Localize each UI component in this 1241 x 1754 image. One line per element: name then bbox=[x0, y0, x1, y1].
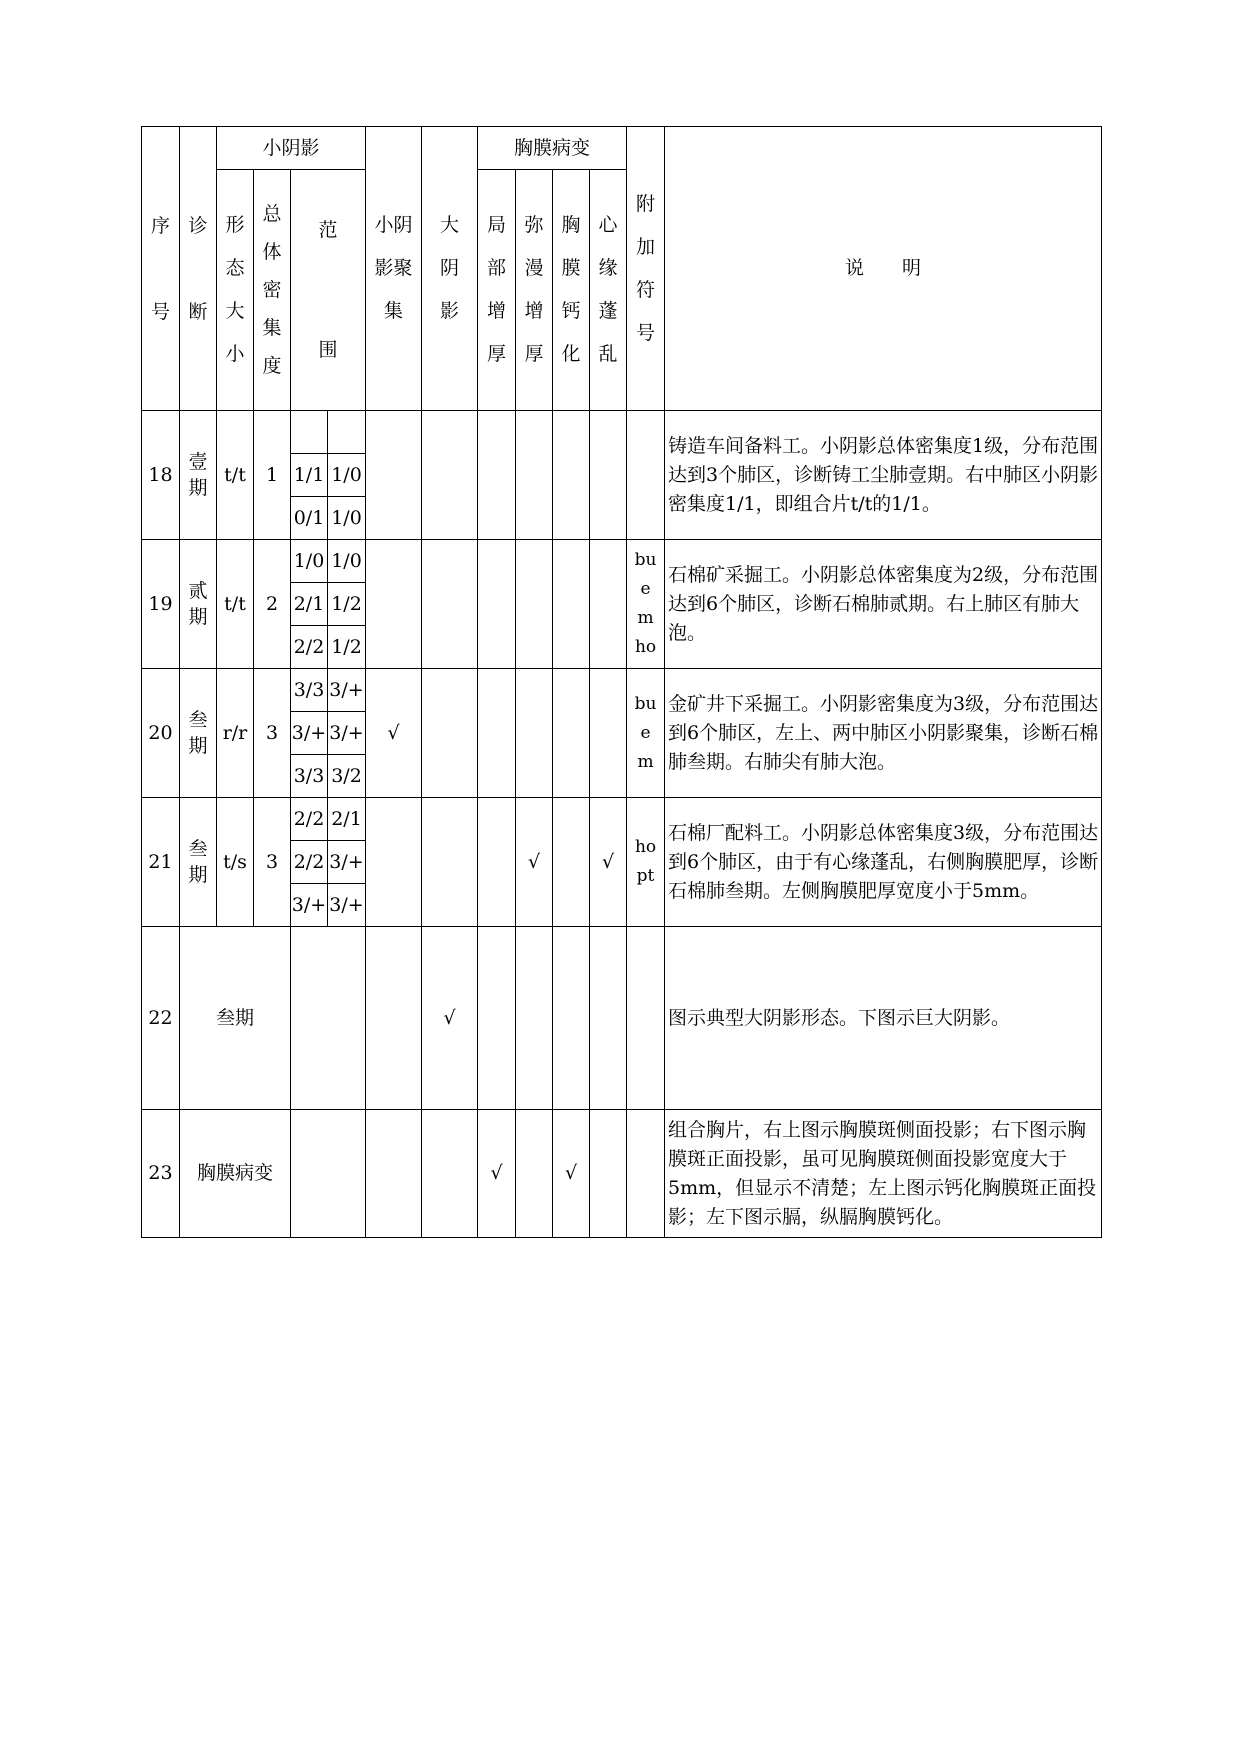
header-diffuse-thick bbox=[516, 170, 553, 411]
table-row bbox=[142, 1110, 1102, 1238]
cell-aggregation bbox=[366, 927, 422, 1110]
header-small-shadow: 小阴影 bbox=[217, 127, 366, 170]
cell-range: 1/0 bbox=[328, 454, 366, 497]
cell-calcification: √ bbox=[553, 1110, 590, 1238]
cell-diffuse-thick bbox=[516, 927, 553, 1110]
cell-symbols-text: bu em bbox=[634, 693, 657, 772]
header-calcification-text: 胸膜钙化 bbox=[561, 214, 581, 365]
cell-range: 2/2 bbox=[291, 841, 328, 884]
cell-density: 1 bbox=[254, 411, 291, 540]
cell-note: 铸造车间备料工。小阴影总体密集度1级，分布范围达到3个肺区，诊断铸工尘肺壹期。右中肺区小阴影密集度1/1，即组合片t/t的1/1。 bbox=[665, 411, 1102, 540]
cell-diffuse-thick bbox=[516, 540, 553, 669]
header-diffuse-thick-text: 弥漫增厚 bbox=[524, 214, 544, 365]
cell-range: 2/2 bbox=[291, 798, 328, 841]
header-local-thick-text: 局部增厚 bbox=[487, 214, 507, 365]
header-range-text: 范围 bbox=[318, 219, 338, 361]
cell-range: 1/2 bbox=[328, 626, 366, 669]
cell-range: 3/+ bbox=[328, 712, 366, 755]
cell-aggregation: √ bbox=[366, 669, 422, 798]
cell-large-shadow bbox=[422, 540, 478, 669]
header-shape-size-text: 形态大小 bbox=[225, 214, 245, 365]
cell-diag-text: 壹期 bbox=[188, 451, 208, 499]
cell-diag-text: 叁期 bbox=[188, 838, 208, 886]
cell-aggregation bbox=[366, 411, 422, 540]
cell-symbols bbox=[627, 798, 665, 927]
cell-local-thick bbox=[478, 798, 516, 927]
cell-note: 组合胸片，右上图示胸膜斑侧面投影；右下图示胸膜斑正面投影，虽可见胸膜斑侧面投影宽度大于5mm，但显示不清楚；左上图示钙化胸膜斑正面投影；左下图示膈，纵膈胸膜钙化。 bbox=[665, 1110, 1102, 1238]
header-diag bbox=[180, 127, 217, 411]
cell-range bbox=[291, 411, 328, 454]
cell-symbols bbox=[627, 669, 665, 798]
cell-range: 1/0 bbox=[328, 497, 366, 540]
cell-cardiac-shaggy bbox=[590, 411, 627, 540]
cell-range bbox=[291, 927, 366, 1110]
header-shape-size bbox=[217, 170, 254, 411]
cell-range: 1/2 bbox=[328, 583, 366, 626]
cell-diag: 胸膜病变 bbox=[180, 1110, 291, 1238]
cell-density: 3 bbox=[254, 669, 291, 798]
cell-range: 0/1 bbox=[291, 497, 328, 540]
cell-aggregation bbox=[366, 540, 422, 669]
cell-calcification bbox=[553, 411, 590, 540]
cell-seq: 22 bbox=[142, 927, 180, 1110]
cell-range: 1/0 bbox=[328, 540, 366, 583]
cell-shape: t/t bbox=[217, 540, 254, 669]
cell-diag bbox=[180, 798, 217, 927]
cell-local-thick bbox=[478, 669, 516, 798]
header-seq bbox=[142, 127, 180, 411]
table-row bbox=[142, 540, 1102, 583]
cell-range: 3/3 bbox=[291, 669, 328, 712]
header-cardiac-shaggy-text: 心缘蓬乱 bbox=[598, 214, 618, 365]
cell-shape: r/r bbox=[217, 669, 254, 798]
header-pleural: 胸膜病变 bbox=[478, 127, 627, 170]
cell-cardiac-shaggy: √ bbox=[590, 798, 627, 927]
cell-range: 3/2 bbox=[328, 755, 366, 798]
cell-diag-text: 叁期 bbox=[188, 709, 208, 757]
cell-note: 金矿井下采掘工。小阴影密集度为3级，分布范围达到6个肺区，左上、两中肺区小阴影聚集，诊断石棉肺叁期。右肺尖有肺大泡。 bbox=[665, 669, 1102, 798]
header-calcification bbox=[553, 170, 590, 411]
table-row bbox=[142, 411, 1102, 454]
cell-range: 3/+ bbox=[291, 884, 328, 927]
cell-calcification bbox=[553, 540, 590, 669]
cell-large-shadow bbox=[422, 411, 478, 540]
cell-diag bbox=[180, 411, 217, 540]
cell-diag: 叁期 bbox=[180, 927, 291, 1110]
cell-diffuse-thick bbox=[516, 1110, 553, 1238]
cell-range: 2/1 bbox=[328, 798, 366, 841]
cell-calcification bbox=[553, 927, 590, 1110]
table-row bbox=[142, 798, 1102, 841]
cell-symbols bbox=[627, 1110, 665, 1238]
cell-cardiac-shaggy bbox=[590, 1110, 627, 1238]
cell-diag bbox=[180, 540, 217, 669]
cell-local-thick bbox=[478, 927, 516, 1110]
header-symbols-text: 附加符号 bbox=[636, 192, 656, 344]
cell-range: 3/+ bbox=[328, 884, 366, 927]
cell-large-shadow bbox=[422, 669, 478, 798]
cell-range: 2/1 bbox=[291, 583, 328, 626]
cell-large-shadow bbox=[422, 798, 478, 927]
cell-seq: 21 bbox=[142, 798, 180, 927]
cell-range: 3/+ bbox=[328, 841, 366, 884]
header-symbols bbox=[627, 127, 665, 411]
cell-symbols bbox=[627, 927, 665, 1110]
cell-symbols bbox=[627, 411, 665, 540]
cell-diag bbox=[180, 669, 217, 798]
cell-diffuse-thick bbox=[516, 411, 553, 540]
header-aggregation-text: 小阴影聚集 bbox=[374, 214, 413, 322]
cell-seq: 20 bbox=[142, 669, 180, 798]
diagnosis-table bbox=[141, 126, 1102, 1238]
cell-range: 2/2 bbox=[291, 626, 328, 669]
cell-range: 1/1 bbox=[291, 454, 328, 497]
cell-symbols bbox=[627, 540, 665, 669]
cell-local-thick: √ bbox=[478, 1110, 516, 1238]
cell-cardiac-shaggy bbox=[590, 540, 627, 669]
cell-range: 1/0 bbox=[291, 540, 328, 583]
cell-range bbox=[328, 411, 366, 454]
cell-symbols-text: ho pt bbox=[634, 837, 657, 886]
cell-diffuse-thick: √ bbox=[516, 798, 553, 927]
cell-cardiac-shaggy bbox=[590, 669, 627, 798]
cell-seq: 23 bbox=[142, 1110, 180, 1238]
cell-range: 3/+ bbox=[328, 669, 366, 712]
header-aggregation bbox=[366, 127, 422, 411]
cell-range bbox=[291, 1110, 366, 1238]
header-cardiac-shaggy bbox=[590, 170, 627, 411]
cell-density: 2 bbox=[254, 540, 291, 669]
table-row bbox=[142, 669, 1102, 712]
header-large-shadow bbox=[422, 127, 478, 411]
cell-seq: 19 bbox=[142, 540, 180, 669]
cell-local-thick bbox=[478, 411, 516, 540]
table-row bbox=[142, 927, 1102, 1110]
cell-aggregation bbox=[366, 798, 422, 927]
header-local-thick bbox=[478, 170, 516, 411]
cell-note: 图示典型大阴影形态。下图示巨大阴影。 bbox=[665, 927, 1102, 1110]
cell-shape: t/s bbox=[217, 798, 254, 927]
cell-aggregation bbox=[366, 1110, 422, 1238]
cell-diffuse-thick bbox=[516, 669, 553, 798]
header-range bbox=[291, 170, 366, 411]
cell-range: 3/3 bbox=[291, 755, 328, 798]
header-diag-text: 诊断 bbox=[188, 214, 208, 323]
header-density bbox=[254, 170, 291, 411]
cell-note: 石棉矿采掘工。小阴影总体密集度为2级，分布范围达到6个肺区，诊断石棉肺贰期。右上肺区有肺大泡。 bbox=[665, 540, 1102, 669]
cell-calcification bbox=[553, 669, 590, 798]
cell-local-thick bbox=[478, 540, 516, 669]
header-remark: 说 明 bbox=[665, 127, 1102, 411]
cell-shape: t/t bbox=[217, 411, 254, 540]
cell-note: 石棉厂配料工。小阴影总体密集度3级，分布范围达到6个肺区，由于有心缘蓬乱，右侧胸膜肥厚，诊断石棉肺叁期。左侧胸膜肥厚宽度小于5mm。 bbox=[665, 798, 1102, 927]
cell-symbols-text: bu em ho bbox=[634, 550, 657, 657]
cell-diag-text: 贰期 bbox=[188, 580, 208, 628]
cell-range: 3/+ bbox=[291, 712, 328, 755]
cell-cardiac-shaggy bbox=[590, 927, 627, 1110]
header-large-shadow-text: 大阴影 bbox=[440, 214, 460, 322]
cell-large-shadow bbox=[422, 1110, 478, 1238]
header-seq-text: 序号 bbox=[151, 214, 171, 323]
cell-density: 3 bbox=[254, 798, 291, 927]
cell-seq: 18 bbox=[142, 411, 180, 540]
header-density-text: 总体密集度 bbox=[262, 203, 282, 377]
cell-calcification bbox=[553, 798, 590, 927]
cell-large-shadow: √ bbox=[422, 927, 478, 1110]
